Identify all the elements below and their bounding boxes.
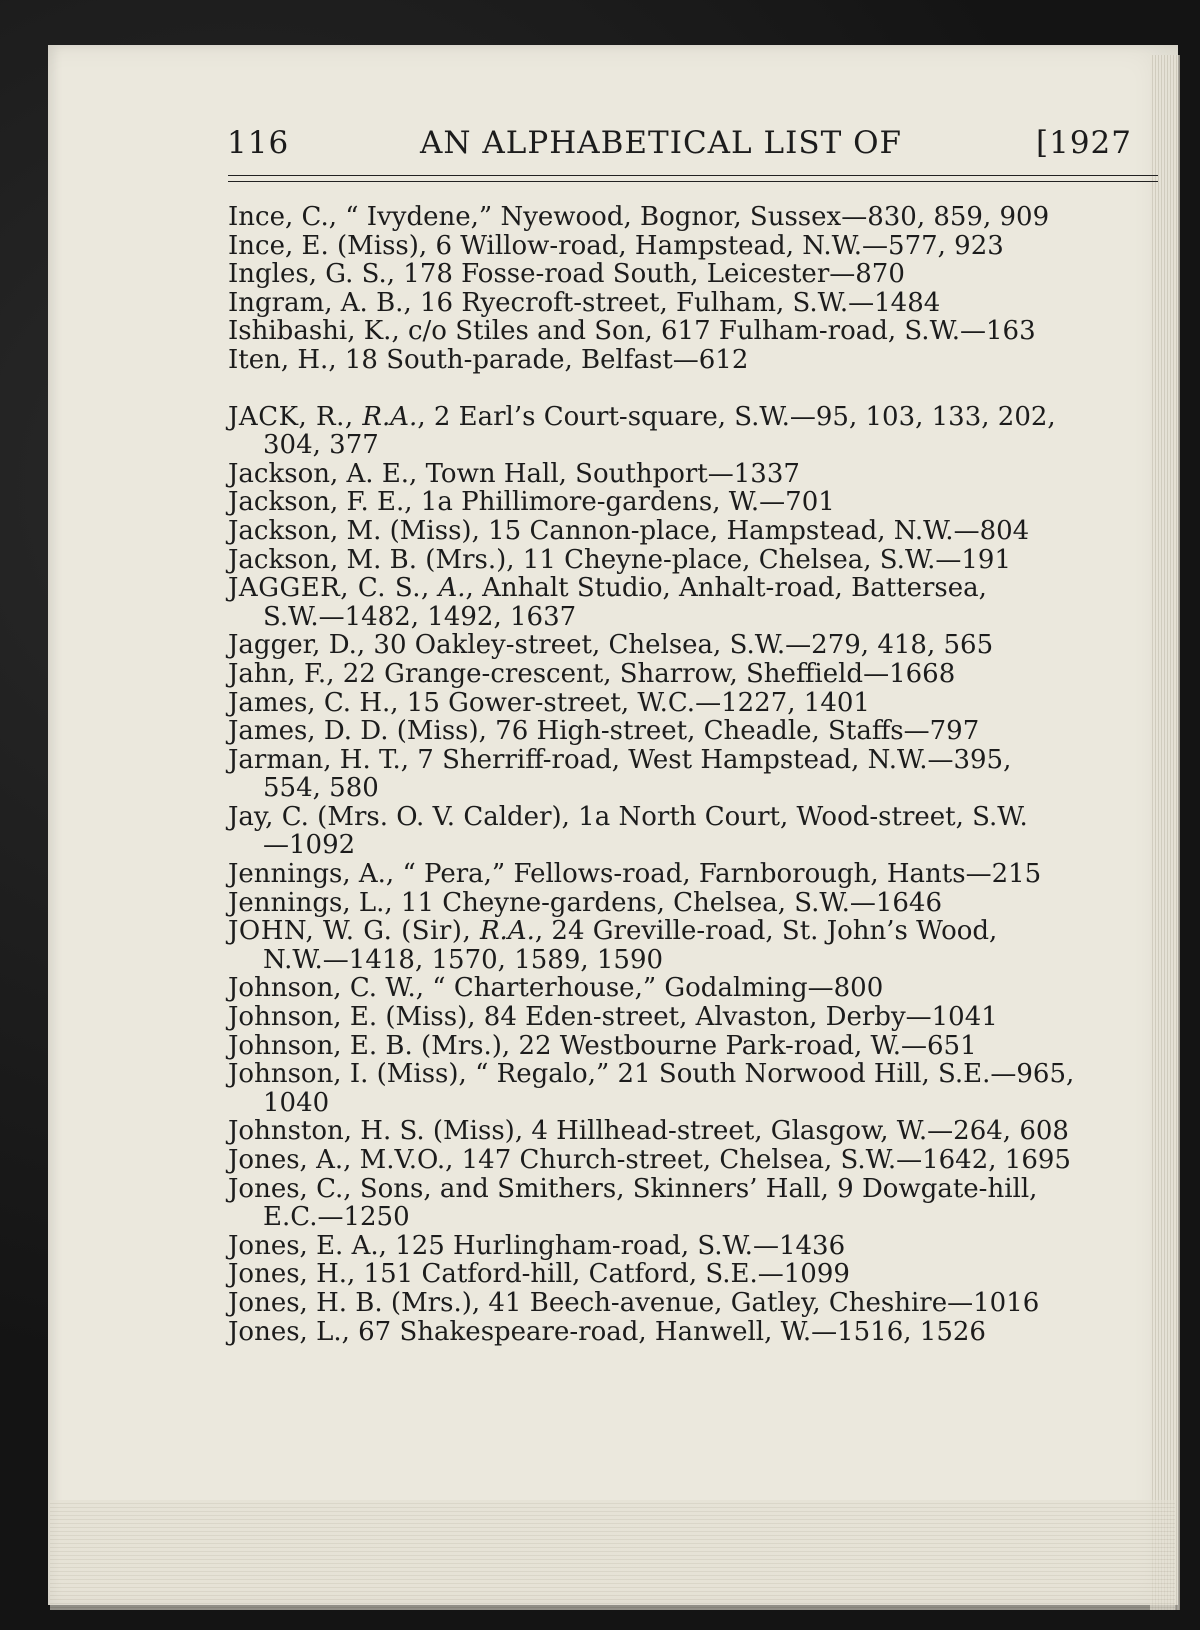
header-rule-top xyxy=(228,175,1158,176)
list-item: Jones, L., 67 Shakespeare-road, Hanwell, W.—1516, 1526 xyxy=(228,1316,986,1347)
entry-title: R.A. xyxy=(362,401,418,432)
list-item: Johnston, H. S. (Miss), 4 Hillhead-street, Glasgow, W.—264, 608 xyxy=(228,1116,1069,1147)
list-item: Jones, A., M.V.O., 147 Church-street, Chelsea, S.W.—1642, 1695 xyxy=(228,1145,1071,1175)
entry-continuation: E.C.—1250 xyxy=(263,1202,410,1233)
list-item: Jackson, F. E., 1a Phillimore-gardens, W.—701 xyxy=(228,487,835,518)
list-item: Ince, E. (Miss), 6 Willow-road, Hampstead, N.W.—577, 923 xyxy=(228,230,1004,261)
entry-name: JACK, R., xyxy=(228,401,363,432)
page-year: [1927 xyxy=(1036,125,1132,161)
list-item: Ingles, G. S., 178 Fosse-road South, Leicester—870 xyxy=(228,259,905,290)
list-item: Jones, H., 151 Catford-hill, Catford, S.E.—1099 xyxy=(228,1259,850,1290)
entry-continuation: S.W.—1482, 1492, 1637 xyxy=(263,601,577,632)
entry-text: , 2 Earl’s Court-square, S.W.—95, 103, 133, 202, xyxy=(417,401,1056,432)
entry-title: A. xyxy=(438,573,466,604)
section-gap xyxy=(228,375,1163,403)
entry-name: JOHN, W. G. (Sir), xyxy=(228,916,480,947)
page-stack-bottom xyxy=(50,1500,1175,1610)
list-item xyxy=(228,574,1163,631)
list-item: Ingram, A. B., 16 Ryecroft-street, Fulham, S.W.—1484 xyxy=(228,287,941,318)
list-item: Jackson, M. (Miss), 15 Cannon-place, Hampstead, N.W.—804 xyxy=(228,515,1030,546)
header-rule-bottom xyxy=(228,181,1158,182)
list-item: James, C. H., 15 Gower-street, W.C.—1227, 1401 xyxy=(228,687,870,718)
list-item: Ishibashi, K., c/o Stiles and Son, 617 Fulham-road, S.W.—163 xyxy=(228,316,1036,347)
list-item: Iten, H., 18 South-parade, Belfast—612 xyxy=(228,344,749,375)
entry-continuation: 554, 580 xyxy=(263,773,379,804)
list-item: Jahn, F., 22 Grange-crescent, Sharrow, Sheffield—1668 xyxy=(228,658,956,689)
page-number: 116 xyxy=(227,125,290,161)
running-header xyxy=(172,85,1144,175)
list-item: Jones, H. B. (Mrs.), 41 Beech-avenue, Gatley, Cheshire—1016 xyxy=(228,1287,1040,1318)
entry-continuation: 1040 xyxy=(263,1087,330,1118)
entry-text: Jarman, H. T., 7 Sherriff-road, West Hampstead, N.W.—395, xyxy=(228,744,1012,775)
entry-continuation: 304, 377 xyxy=(263,430,379,461)
list-item: Jackson, M. B. (Mrs.), 11 Cheyne-place, Chelsea, S.W.—191 xyxy=(228,544,1012,575)
entry-text: , 24 Greville-road, St. John’s Wood, xyxy=(534,916,998,947)
list-item: James, D. D. (Miss), 76 High-street, Cheadle, Staffs—797 xyxy=(228,716,980,747)
entry-name: JAGGER, C. S., xyxy=(228,573,439,604)
list-item: Jennings, A., “ Pera,” Fellows-road, Farnborough, Hants—215 xyxy=(228,859,1042,890)
list-item: Jennings, L., 11 Cheyne-gardens, Chelsea, S.W.—1646 xyxy=(228,887,942,918)
list-item: Johnson, E. (Miss), 84 Eden-street, Alvaston, Derby—1041 xyxy=(228,1002,998,1033)
list-item xyxy=(228,803,1163,860)
list-item: Jones, E. A., 125 Hurlingham-road, S.W.—1436 xyxy=(228,1230,846,1261)
list-item: Johnson, E. B. (Mrs.), 22 Westbourne Park-road, W.—651 xyxy=(228,1030,977,1061)
entry-continuation: N.W.—1418, 1570, 1589, 1590 xyxy=(263,944,664,975)
list-item xyxy=(228,917,1163,974)
entry-text: , Anhalt Studio, Anhalt-road, Battersea, xyxy=(465,573,987,604)
entry-text: Jay, C. (Mrs. O. V. Calder), 1a North Court, Wood-street, S.W. xyxy=(228,801,1028,832)
list-item xyxy=(228,746,1163,803)
list-item: Jackson, A. E., Town Hall, Southport—1337 xyxy=(228,458,800,489)
list-item xyxy=(228,403,1163,460)
entry-list xyxy=(228,203,1163,1346)
list-item: Jagger, D., 30 Oakley-street, Chelsea, S.W.—279, 418, 565 xyxy=(228,630,994,661)
entry-text: Jones, C., Sons, and Smithers, Skinners’ Hall, 9 Dowgate-hill, xyxy=(228,1173,1038,1204)
list-item: Ince, C., “ Ivydene,” Nyewood, Bognor, Sussex—830, 859, 909 xyxy=(228,202,1050,232)
entry-text: Johnson, I. (Miss), “ Regalo,” 21 South Norwood Hill, S.E.—965, xyxy=(228,1059,1075,1090)
list-item xyxy=(228,1175,1163,1232)
entry-continuation: —1092 xyxy=(263,830,356,861)
entry-title: R.A. xyxy=(479,916,535,947)
list-item xyxy=(228,1060,1163,1117)
list-item: Johnson, C. W., “ Charterhouse,” Godalming—800 xyxy=(228,973,884,1004)
page-title: AN ALPHABETICAL LIST OF xyxy=(420,125,903,161)
